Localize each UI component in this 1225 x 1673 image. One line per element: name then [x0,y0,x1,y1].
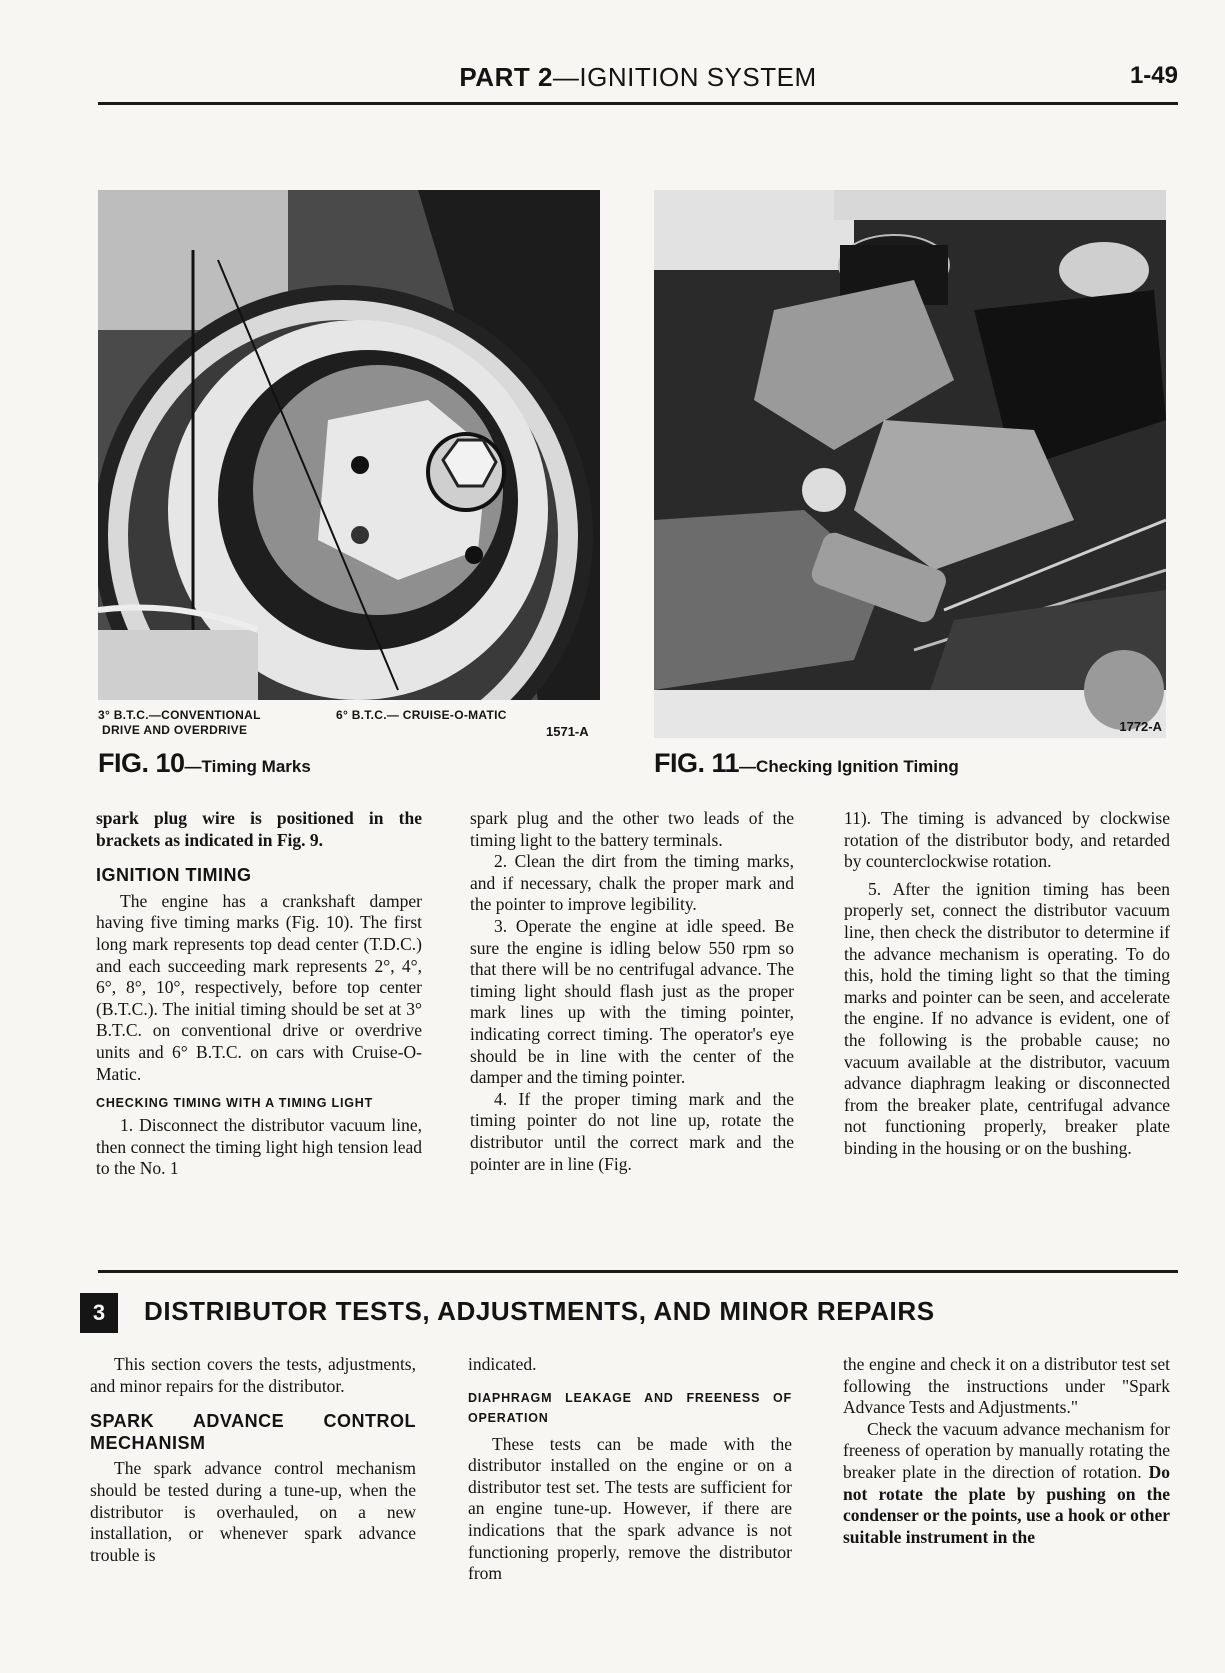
lower-col1-p2: The spark advance control mechanism should be tested during a tune-up, when the distributor is overhauled, on a new installation, or whenever spark advance trouble is [90,1458,416,1565]
part-label: PART 2 [459,62,553,92]
upper-col3-p1: 11). The timing is advanced by clockwise rotation of the distributor body, and retarded by counterclockwise rotation. [844,808,1170,872]
lower-column-3 [843,1354,1170,1548]
distributor-timing-illustration [654,190,1166,738]
section-divider [98,1270,1178,1273]
page-header [98,62,1178,105]
figure-11-title-dash: — [739,757,757,776]
figure-11-caption [654,748,959,779]
section-3-title: DISTRIBUTOR TESTS, ADJUSTMENTS, AND MINOR REPAIRS [144,1296,935,1326]
upper-column-3 [844,808,1170,1160]
figure-10-callout-right: 6° B.T.C.— CRUISE-O-MATIC [336,708,507,722]
lower-col2-p2: These tests can be made with the distributor installed on the engine or on a distributor test set. The tests are sufficient for an engine tune-up. However, if there are indications that the spark advance is not functioning properly, remove the distributor from [468,1433,792,1584]
spark-advance-heading: SPARK ADVANCE CONTROL MECHANISM [90,1411,416,1453]
upper-col2-p4: 4. If the proper timing mark and the timing pointer do not line up, rotate the distributor until the correct mark and the pointer are in line (Fig. [470,1088,794,1174]
figure-10-photo-code: 1571-A [546,724,589,739]
figure-10-number: FIG. 10 [98,748,185,778]
upper-col2-p2: 2. Clean the dirt from the timing marks, and if necessary, chalk the proper mark and the pointer to improve legibility. [470,851,794,915]
figure-10-title: Timing Marks [201,757,311,776]
figure-10-photo [98,190,600,700]
callout-left-line2: DRIVE AND OVERDRIVE [102,723,248,737]
upper-col1-p3: 1. Disconnect the distributor vacuum line, then connect the timing light high tension lead to the No. 1 [96,1115,422,1179]
lower-col1-p1: This section covers the tests, adjustments, and minor repairs for the distributor. [90,1354,416,1396]
running-title: PART 2—IGNITION SYSTEM [459,62,817,92]
upper-col2-p3: 3. Operate the engine at idle speed. Be sure the engine is idling below 550 rpm so that there will be no centrifugal advance. The timing light should flash just as the proper mark lines up with the timing pointer, indicating correct timing. The operator's eye should be in line with the center of the damper and the timing pointer. [470,915,794,1088]
diaphragm-subheading: DIAPHRAGM LEAKAGE AND FREENESS OF OPERATION [468,1390,792,1425]
upper-col1-p2: The engine has a crankshaft damper having five timing marks (Fig. 10). The first long mark represents top dead center (T.D.C.) and each succeeding mark represents 2°, 4°, 6°, 8°, 10°, respectively, before top center (B.T.C.). The initial timing should be set at 3° B.T.C. on conventional drive or overdrive units and 6° B.T.C. on cars with Cruise-O-Matic. [96,890,422,1084]
lower-column-1 [90,1354,416,1566]
lower-col3-p2-plain: Check the vacuum advance mechanism for freeness of operation by manually rotating the breaker plate in the direction of rotation. [843,1418,1170,1482]
figure-11-photo-code: 1772-A [1119,719,1162,734]
page-number: 1-49 [1129,62,1178,89]
lower-col3-p2-bold: Do not rotate the plate by pushing on the condenser or the points, use a hook or other suitable instrument in the [843,1461,1170,1547]
section-number-badge: 3 [80,1293,118,1333]
upper-col2-p1: spark plug and the other two leads of the timing light to the battery terminals. [470,808,794,850]
crankshaft-damper-illustration [98,190,600,700]
upper-col1-p1: spark plug wire is positioned in the brackets as indicated in Fig. 9. [96,808,422,850]
figure-10-title-dash: — [184,757,202,776]
checking-timing-subheading: CHECKING TIMING WITH A TIMING LIGHT [96,1096,374,1111]
callout-left-line1: 3° B.T.C.—CONVENTIONAL [98,708,261,722]
lower-col2-p1: indicated. [468,1354,537,1374]
ignition-timing-heading: IGNITION TIMING [96,865,252,886]
upper-col3-p2: 5. After the ignition timing has been properly set, connect the distributor vacuum line, then check the distributor to determine if the advance mechanism is operating. To do this, hold the timing light so that the timing marks and pointer can be seen, and accelerate the engine. If no advance is evident, one of the following is the probable cause; no vacuum available at the distributor, vacuum advance diaphragm leaking or disconnected from the breaker plate, centrifugal advance not functioning properly, breaker plate binding in the housing or on the bushing. [844,878,1170,1158]
figure-11-number: FIG. 11 [654,748,740,778]
figure-10-caption [98,748,311,779]
figure-10-callout-left [98,708,261,738]
lower-column-2 [468,1354,792,1585]
lower-col3-p2 [843,1419,1170,1549]
upper-column-1 [96,808,422,1180]
lower-col3-p1: the engine and check it on a distributor test set following the instructions under "Spark Advance Tests and Adjustments." [843,1354,1170,1418]
upper-column-2 [470,808,794,1175]
part-title: IGNITION SYSTEM [579,62,817,92]
figure-11-title: Checking Ignition Timing [756,757,959,776]
figure-11-photo [654,190,1166,738]
